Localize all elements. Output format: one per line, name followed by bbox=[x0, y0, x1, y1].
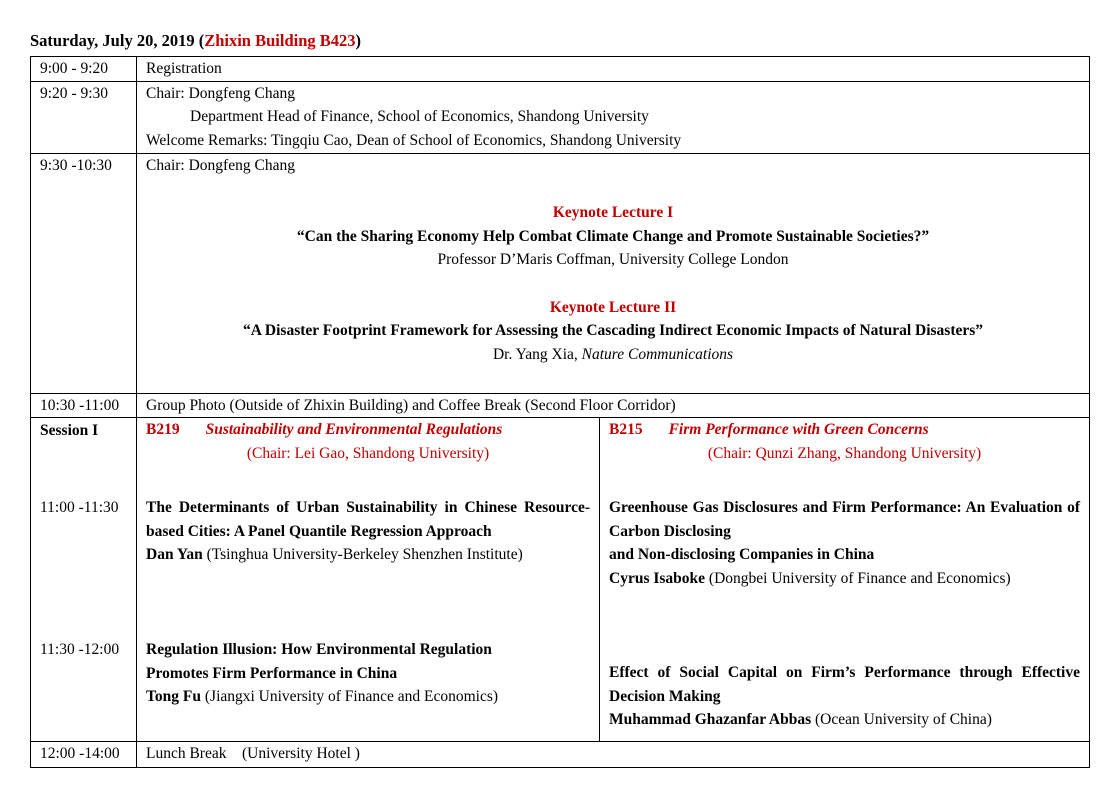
schedule-table bbox=[30, 56, 1090, 768]
speaker-name: Tong Fu bbox=[146, 688, 201, 705]
paper-title-line2: and Non-disclosing Companies in China bbox=[609, 546, 875, 563]
speaker-name: Muhammad Ghazanfar Abbas bbox=[609, 711, 812, 728]
session-right-slot1 bbox=[609, 496, 1080, 638]
page-title bbox=[30, 31, 361, 51]
keynote-1-title: “Can the Sharing Economy Help Combat Climate Change and Promote Sustainable Societies?” bbox=[296, 227, 930, 245]
speaker-affiliation: (Jiangxi University of Finance and Economics) bbox=[201, 688, 499, 705]
opening-cell bbox=[137, 81, 1090, 153]
speaker-affiliation: (Dongbei University of Finance and Economics) bbox=[705, 569, 1011, 587]
opening-chair: Chair: Dongfeng Chang bbox=[146, 84, 295, 102]
table-row-opening bbox=[31, 81, 1090, 153]
session-left-header bbox=[146, 418, 590, 496]
speaker-name: Cyrus Isaboke bbox=[609, 569, 706, 587]
table-row-keynotes bbox=[31, 153, 1090, 393]
table-row-session-1 bbox=[31, 418, 1090, 742]
paper-title: Effect of Social Capital on Firm’s Performance through Effective Decision Making bbox=[609, 664, 1080, 705]
keynote-2-speaker bbox=[146, 343, 1080, 367]
session-left-title: Sustainability and Environmental Regulations bbox=[205, 421, 503, 438]
opening-chair-title: Department Head of Finance, School of Economics, Shandong University bbox=[190, 108, 649, 125]
table-row-lunch bbox=[31, 742, 1090, 768]
slot2-time: 11:30 -12:00 bbox=[40, 641, 120, 658]
session-left-slot2 bbox=[146, 638, 590, 709]
table-row-registration bbox=[31, 57, 1090, 82]
title-venue: Zhixin Building B423 bbox=[204, 31, 356, 50]
paper-title-line1: Regulation Illusion: How Environmental Regulation bbox=[146, 641, 492, 658]
session-right-title: Firm Performance with Green Concerns bbox=[668, 421, 929, 438]
registration-cell: Registration bbox=[137, 57, 1090, 82]
keynote-chair: Chair: Dongfeng Chang bbox=[146, 156, 295, 174]
title-close-paren: ) bbox=[355, 31, 362, 50]
coffee-break-cell: Group Photo (Outside of Zhixin Building) and Coffee Break (Second Floor Corridor) bbox=[137, 393, 1090, 418]
lunch-cell: Lunch Break (University Hotel ) bbox=[137, 742, 1090, 768]
session-left-room: B219 bbox=[146, 421, 180, 438]
paper-title: The Determinants of Urban Sustainability in Chinese Resource-based Cities: A Panel Quantile Regression Approach bbox=[146, 499, 590, 540]
time-cell: 10:30 -11:00 bbox=[31, 393, 137, 418]
session-right-room: B215 bbox=[609, 421, 643, 438]
keynote-lecture-1 bbox=[146, 201, 1080, 272]
session-right-slot2 bbox=[609, 638, 1080, 732]
session-right-chair: (Chair: Qunzi Zhang, Shandong University) bbox=[707, 444, 982, 462]
session-left-slot1 bbox=[146, 496, 590, 638]
title-date: Saturday, July 20, 2019 ( bbox=[30, 31, 205, 50]
session-right-header bbox=[609, 418, 1080, 496]
paper-speaker bbox=[609, 708, 1080, 732]
speaker-affiliation: (Ocean University of China) bbox=[811, 711, 992, 728]
opening-welcome: Welcome Remarks: Tingqiu Cao, Dean of School of Economics, Shandong University bbox=[146, 131, 682, 149]
session-left-room-title bbox=[146, 418, 590, 442]
keynote-2-title: “A Disaster Footprint Framework for Assessing the Cascading Indirect Economic Impacts of Natural Disasters” bbox=[242, 322, 984, 339]
keynote-1-speaker: Professor D’Maris Coffman, University College London bbox=[437, 251, 789, 268]
paper-speaker bbox=[146, 543, 590, 567]
keynote-2-speaker-name: Dr. Yang Xia, bbox=[492, 345, 582, 363]
paper-title bbox=[146, 638, 590, 685]
keynote-cell bbox=[137, 153, 1090, 393]
paper-title-line1: Greenhouse Gas Disclosures and Firm Performance: An Evaluation of Carbon Disclosing bbox=[609, 499, 1080, 540]
table-row-coffee-break bbox=[31, 393, 1090, 418]
speaker-affiliation: (Tsinghua University-Berkeley Shenzhen Institute) bbox=[202, 546, 523, 563]
time-cell: 9:30 -10:30 bbox=[31, 153, 137, 393]
paper-title-line2: Promotes Firm Performance in China bbox=[146, 664, 398, 682]
keynote-lecture-2 bbox=[146, 296, 1080, 367]
session-right-room-title bbox=[609, 418, 1080, 442]
keynote-1-heading: Keynote Lecture I bbox=[552, 204, 674, 221]
time-cell: 9:20 - 9:30 bbox=[31, 81, 137, 153]
paper-speaker bbox=[609, 567, 1080, 591]
time-cell: 12:00 -14:00 bbox=[31, 742, 137, 768]
paper-title bbox=[609, 496, 1080, 567]
slot1-time: 11:00 -11:30 bbox=[40, 499, 119, 516]
session-left-chair: (Chair: Lei Gao, Shandong University) bbox=[246, 444, 490, 462]
session-time-cell bbox=[31, 418, 137, 742]
paper-speaker bbox=[146, 685, 590, 709]
session-left-cell bbox=[137, 418, 600, 742]
session-right-cell bbox=[600, 418, 1090, 742]
time-cell: 9:00 - 9:20 bbox=[31, 57, 137, 82]
speaker-name: Dan Yan bbox=[146, 546, 203, 563]
session-label: Session I bbox=[40, 422, 99, 439]
keynote-2-journal: Nature Communications bbox=[581, 345, 734, 363]
keynote-2-heading: Keynote Lecture II bbox=[549, 298, 677, 316]
